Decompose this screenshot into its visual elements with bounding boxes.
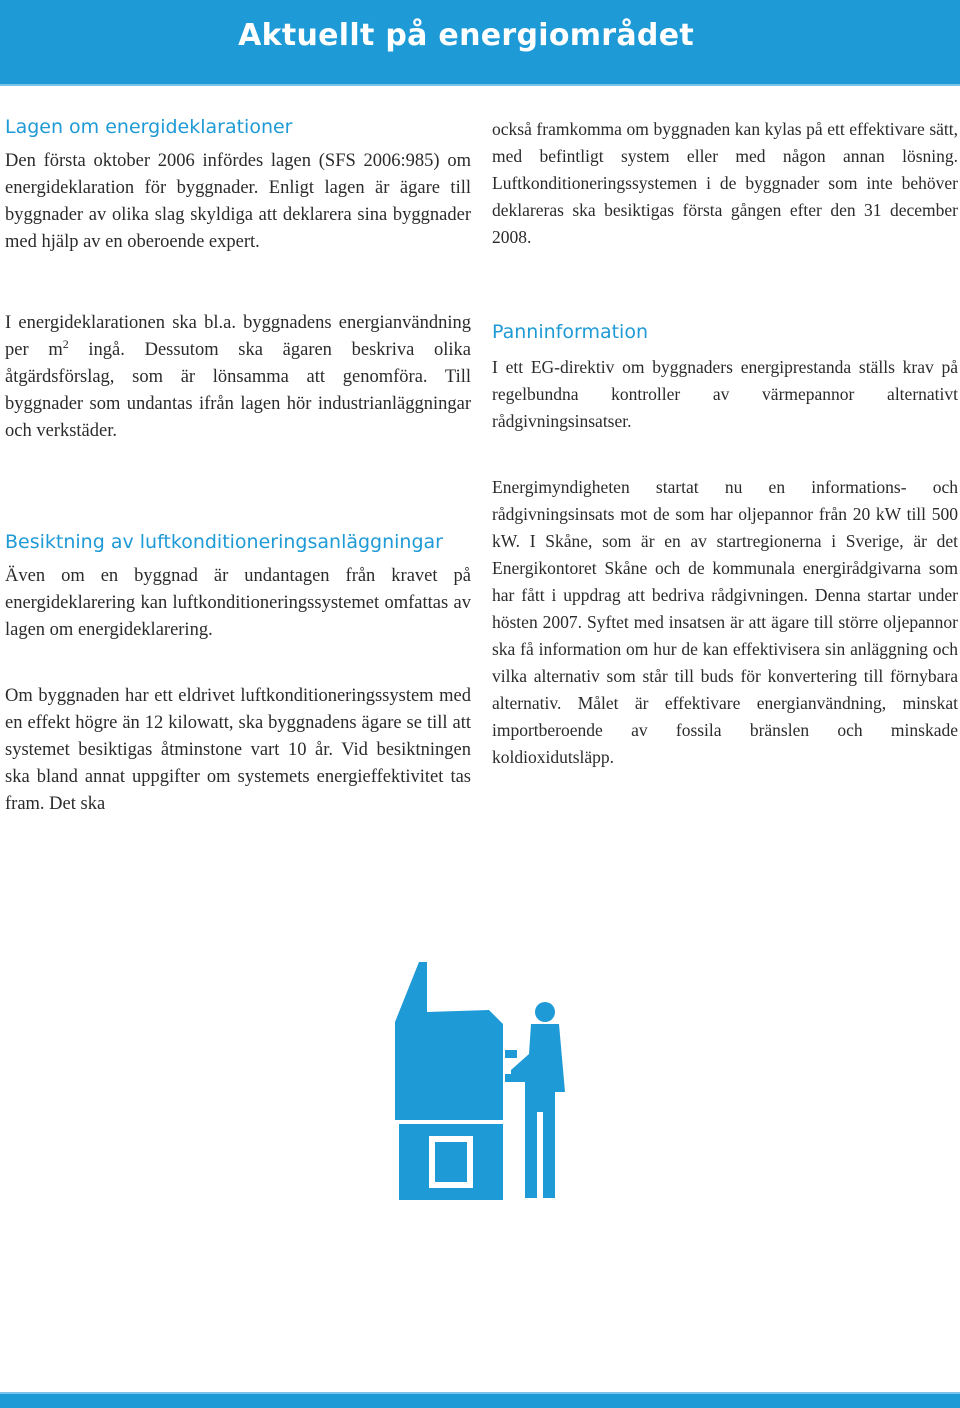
- paragraph-eg-directive: I ett EG-direktiv om byggnaders energiprestanda ställs krav på regelbundna kontroller av värmepannor alternativt rådgivningsinsatser.: [492, 357, 958, 431]
- boiler-illustration-svg: [385, 962, 575, 1222]
- heading-besiktning: Besiktning av luftkonditioneringsanläggningar: [5, 531, 443, 553]
- boiler-technician-icon: [385, 962, 575, 1227]
- paragraph-exemption: Även om en byggnad är undantagen från kravet på energideklarering kan luftkonditioneringssystemet omfattas av lagen om energideklarering.: [5, 566, 471, 640]
- paragraph-energimyndigheten: Energimyndigheten startat nu en informations- och rådgivningsinsats mot de som har oljepannor från 20 kW till 500 kW. I Skåne, som är en av startregionerna i Sverige, är det Energikontoret Skåne och de kommunala energirådgivarna som har fått i uppdrag att bedriva rådgivningen. Denna startar under hösten 2007. Syftet med insatsen är att ägare till större oljepannor ska få information om hur de kan effektivisera sin anläggning och vilka alternativ som står till buds för konvertering till förnybara alternativ. Målet är effektivare energianvändning, minskat importberoende av fossila bränslen och minskade koldioxidutsläpp.: [492, 477, 958, 767]
- paragraph-declaration-content: [5, 310, 471, 445]
- heading-panninformation: Panninformation: [492, 321, 648, 343]
- heading-energideklarationer: Lagen om energideklarationer: [5, 116, 293, 138]
- declaration-text-part1: I energideklarationen ska bl.a. byggnadens energianvändning per m: [5, 313, 471, 360]
- paragraph-continuation: också framkomma om byggnaden kan kylas på ett effektivare sätt, med befintligt system eller med någon annan lösning. Luftkonditioneringssystemen i de byggnader som inte behöver deklareras ska besiktigas första gången efter den 31 december 2008.: [492, 119, 958, 247]
- page-header: [0, 0, 960, 86]
- page-title: Aktuellt på energiområdet: [238, 18, 694, 53]
- footer-bar: [0, 1392, 960, 1408]
- declaration-text-part2: ingå. Dessutom ska ägaren beskriva olika åtgärdsförslag, som är lönsamma att genomföra. Till byggnader som undantas ifrån lagen hör industrianläggningar och verkstäder.: [5, 340, 471, 441]
- paragraph-law-intro: Den första oktober 2006 infördes lagen (SFS 2006:985) om energideklaration för byggnader. Enligt lagen är ägare till byggnader av olika slag skyldiga att deklarera sina byggnader med hjälp av en oberoende expert.: [5, 151, 471, 252]
- paragraph-inspection: Om byggnaden har ett eldrivet luftkonditioneringssystem med en effekt högre än 12 kilowatt, ska byggnadens ägare se till att systemet besiktigas åtminstone vart 10 år. Vid besiktningen ska bland annat uppgifter om systemets energieffektivitet tas fram. Det ska: [5, 686, 471, 814]
- superscript-2: 2: [62, 336, 69, 351]
